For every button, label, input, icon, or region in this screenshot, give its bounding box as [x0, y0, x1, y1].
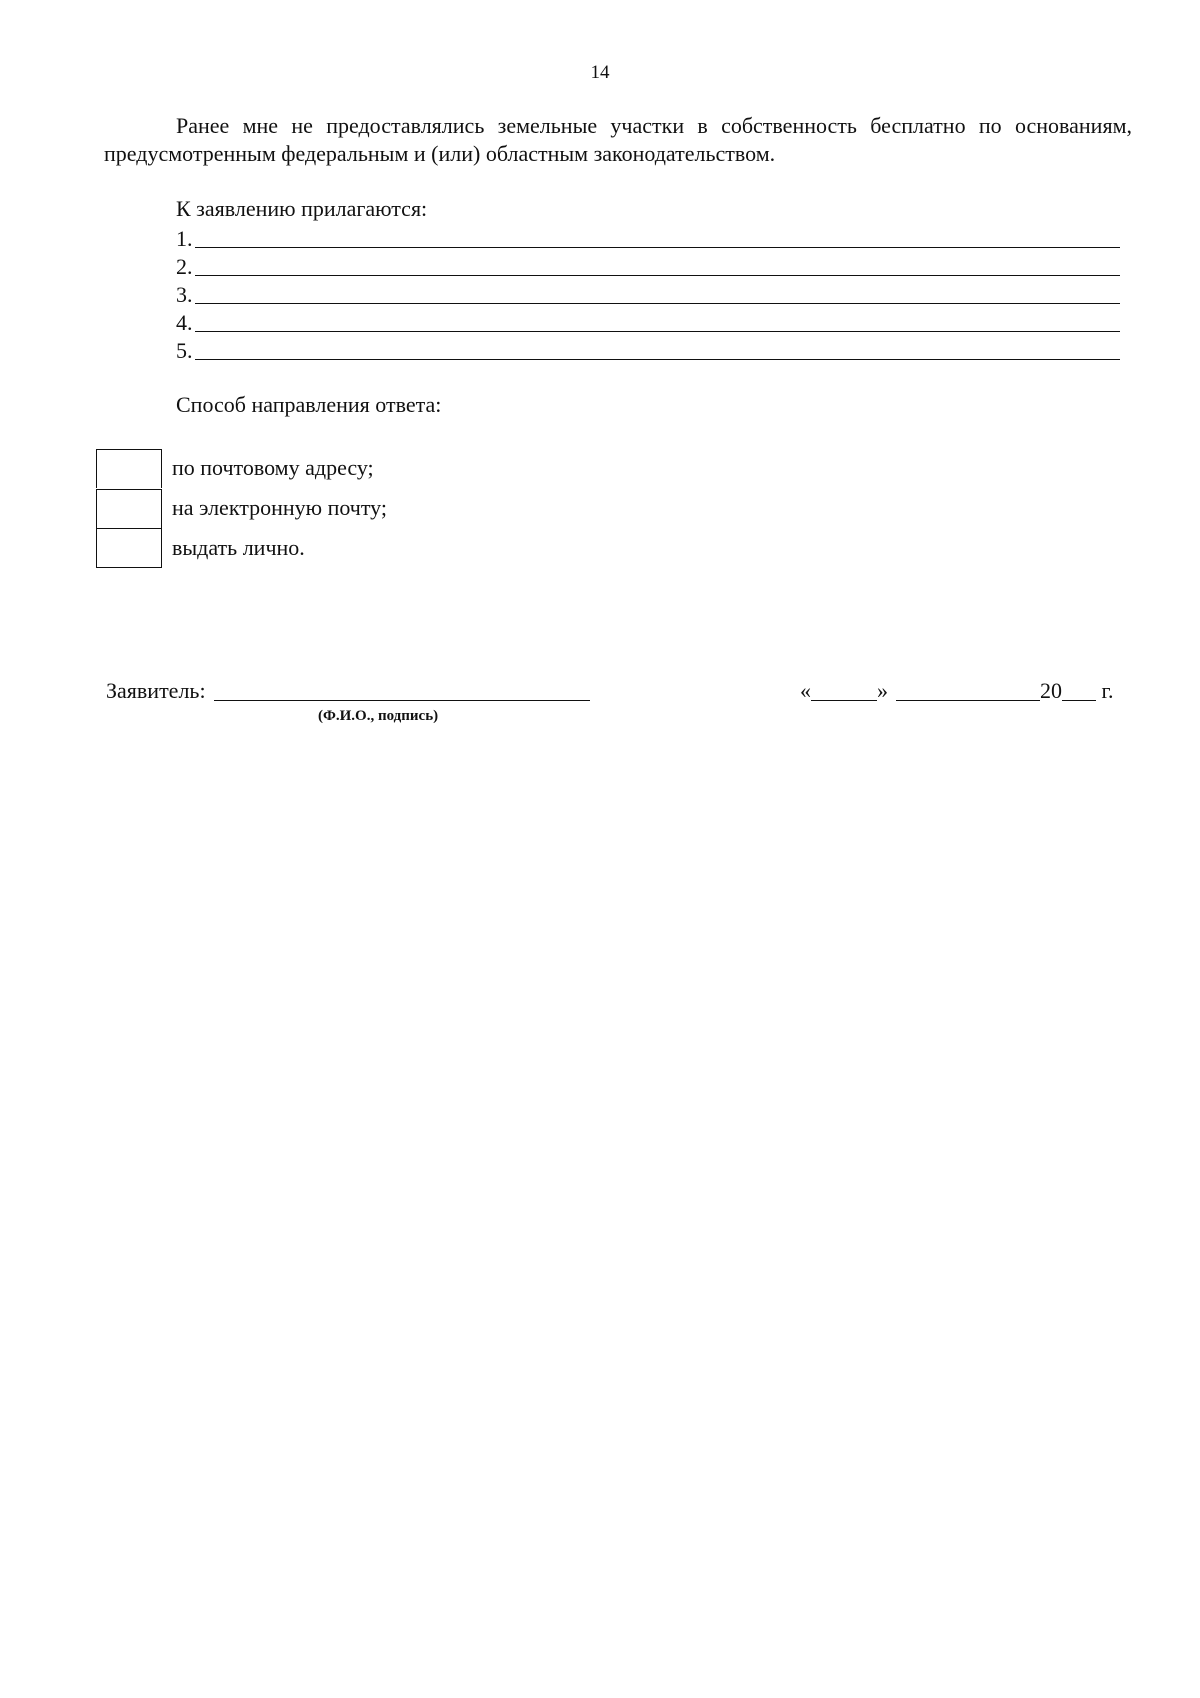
attachment-fill-line[interactable] — [195, 283, 1121, 304]
date-close-quote: » — [877, 678, 888, 703]
attachment-number: 5. — [176, 338, 193, 363]
attachments-list — [176, 224, 1120, 364]
attachment-fill-line[interactable] — [195, 339, 1121, 360]
checkbox-in-person[interactable] — [96, 528, 162, 568]
attachment-fill-line[interactable] — [195, 311, 1121, 332]
date-year-suffix: г. — [1096, 678, 1114, 703]
statement-paragraph: Ранее мне не предоставлялись земельные участки в собственность бесплатно по основаниям, предусмотренным федеральным и (или) областным законодательством. — [104, 113, 1132, 166]
applicant-label: Заявитель: — [106, 678, 206, 703]
option-in-person — [96, 528, 387, 568]
attachment-number: 3. — [176, 282, 193, 307]
page-number: 14 — [590, 62, 610, 83]
date-year-field[interactable] — [1062, 678, 1096, 701]
attachments-heading: К заявлению прилагаются: — [176, 196, 428, 221]
date-open-quote: « — [800, 678, 811, 703]
option-postal-address — [96, 448, 387, 488]
option-label: по почтовому адресу; — [172, 455, 374, 480]
option-label: на электронную почту; — [172, 495, 388, 520]
attachment-fill-line[interactable] — [195, 227, 1121, 248]
attachment-row-1 — [176, 224, 1120, 252]
attachment-row-3 — [176, 280, 1120, 308]
response-options — [96, 448, 387, 568]
option-label: выдать лично. — [172, 535, 305, 560]
attachment-row-4 — [176, 308, 1120, 336]
signature-block — [106, 678, 590, 704]
signature-fill-line[interactable] — [214, 678, 590, 701]
checkbox-email[interactable] — [96, 489, 162, 528]
response-method-heading: Способ направления ответа: — [176, 392, 442, 417]
attachment-fill-line[interactable] — [195, 255, 1121, 276]
date-day-field[interactable] — [811, 678, 877, 701]
checkbox-postal-address[interactable] — [96, 449, 162, 488]
attachment-row-2 — [176, 252, 1120, 280]
attachment-number: 2. — [176, 254, 193, 279]
attachment-number: 4. — [176, 310, 193, 335]
attachment-row-5 — [176, 336, 1120, 364]
date-block — [800, 678, 1114, 704]
date-year-prefix: 20 — [1040, 678, 1062, 703]
attachment-number: 1. — [176, 226, 193, 251]
signature-caption: (Ф.И.О., подпись) — [318, 708, 439, 724]
option-email — [96, 488, 387, 528]
date-month-field[interactable] — [896, 678, 1040, 701]
